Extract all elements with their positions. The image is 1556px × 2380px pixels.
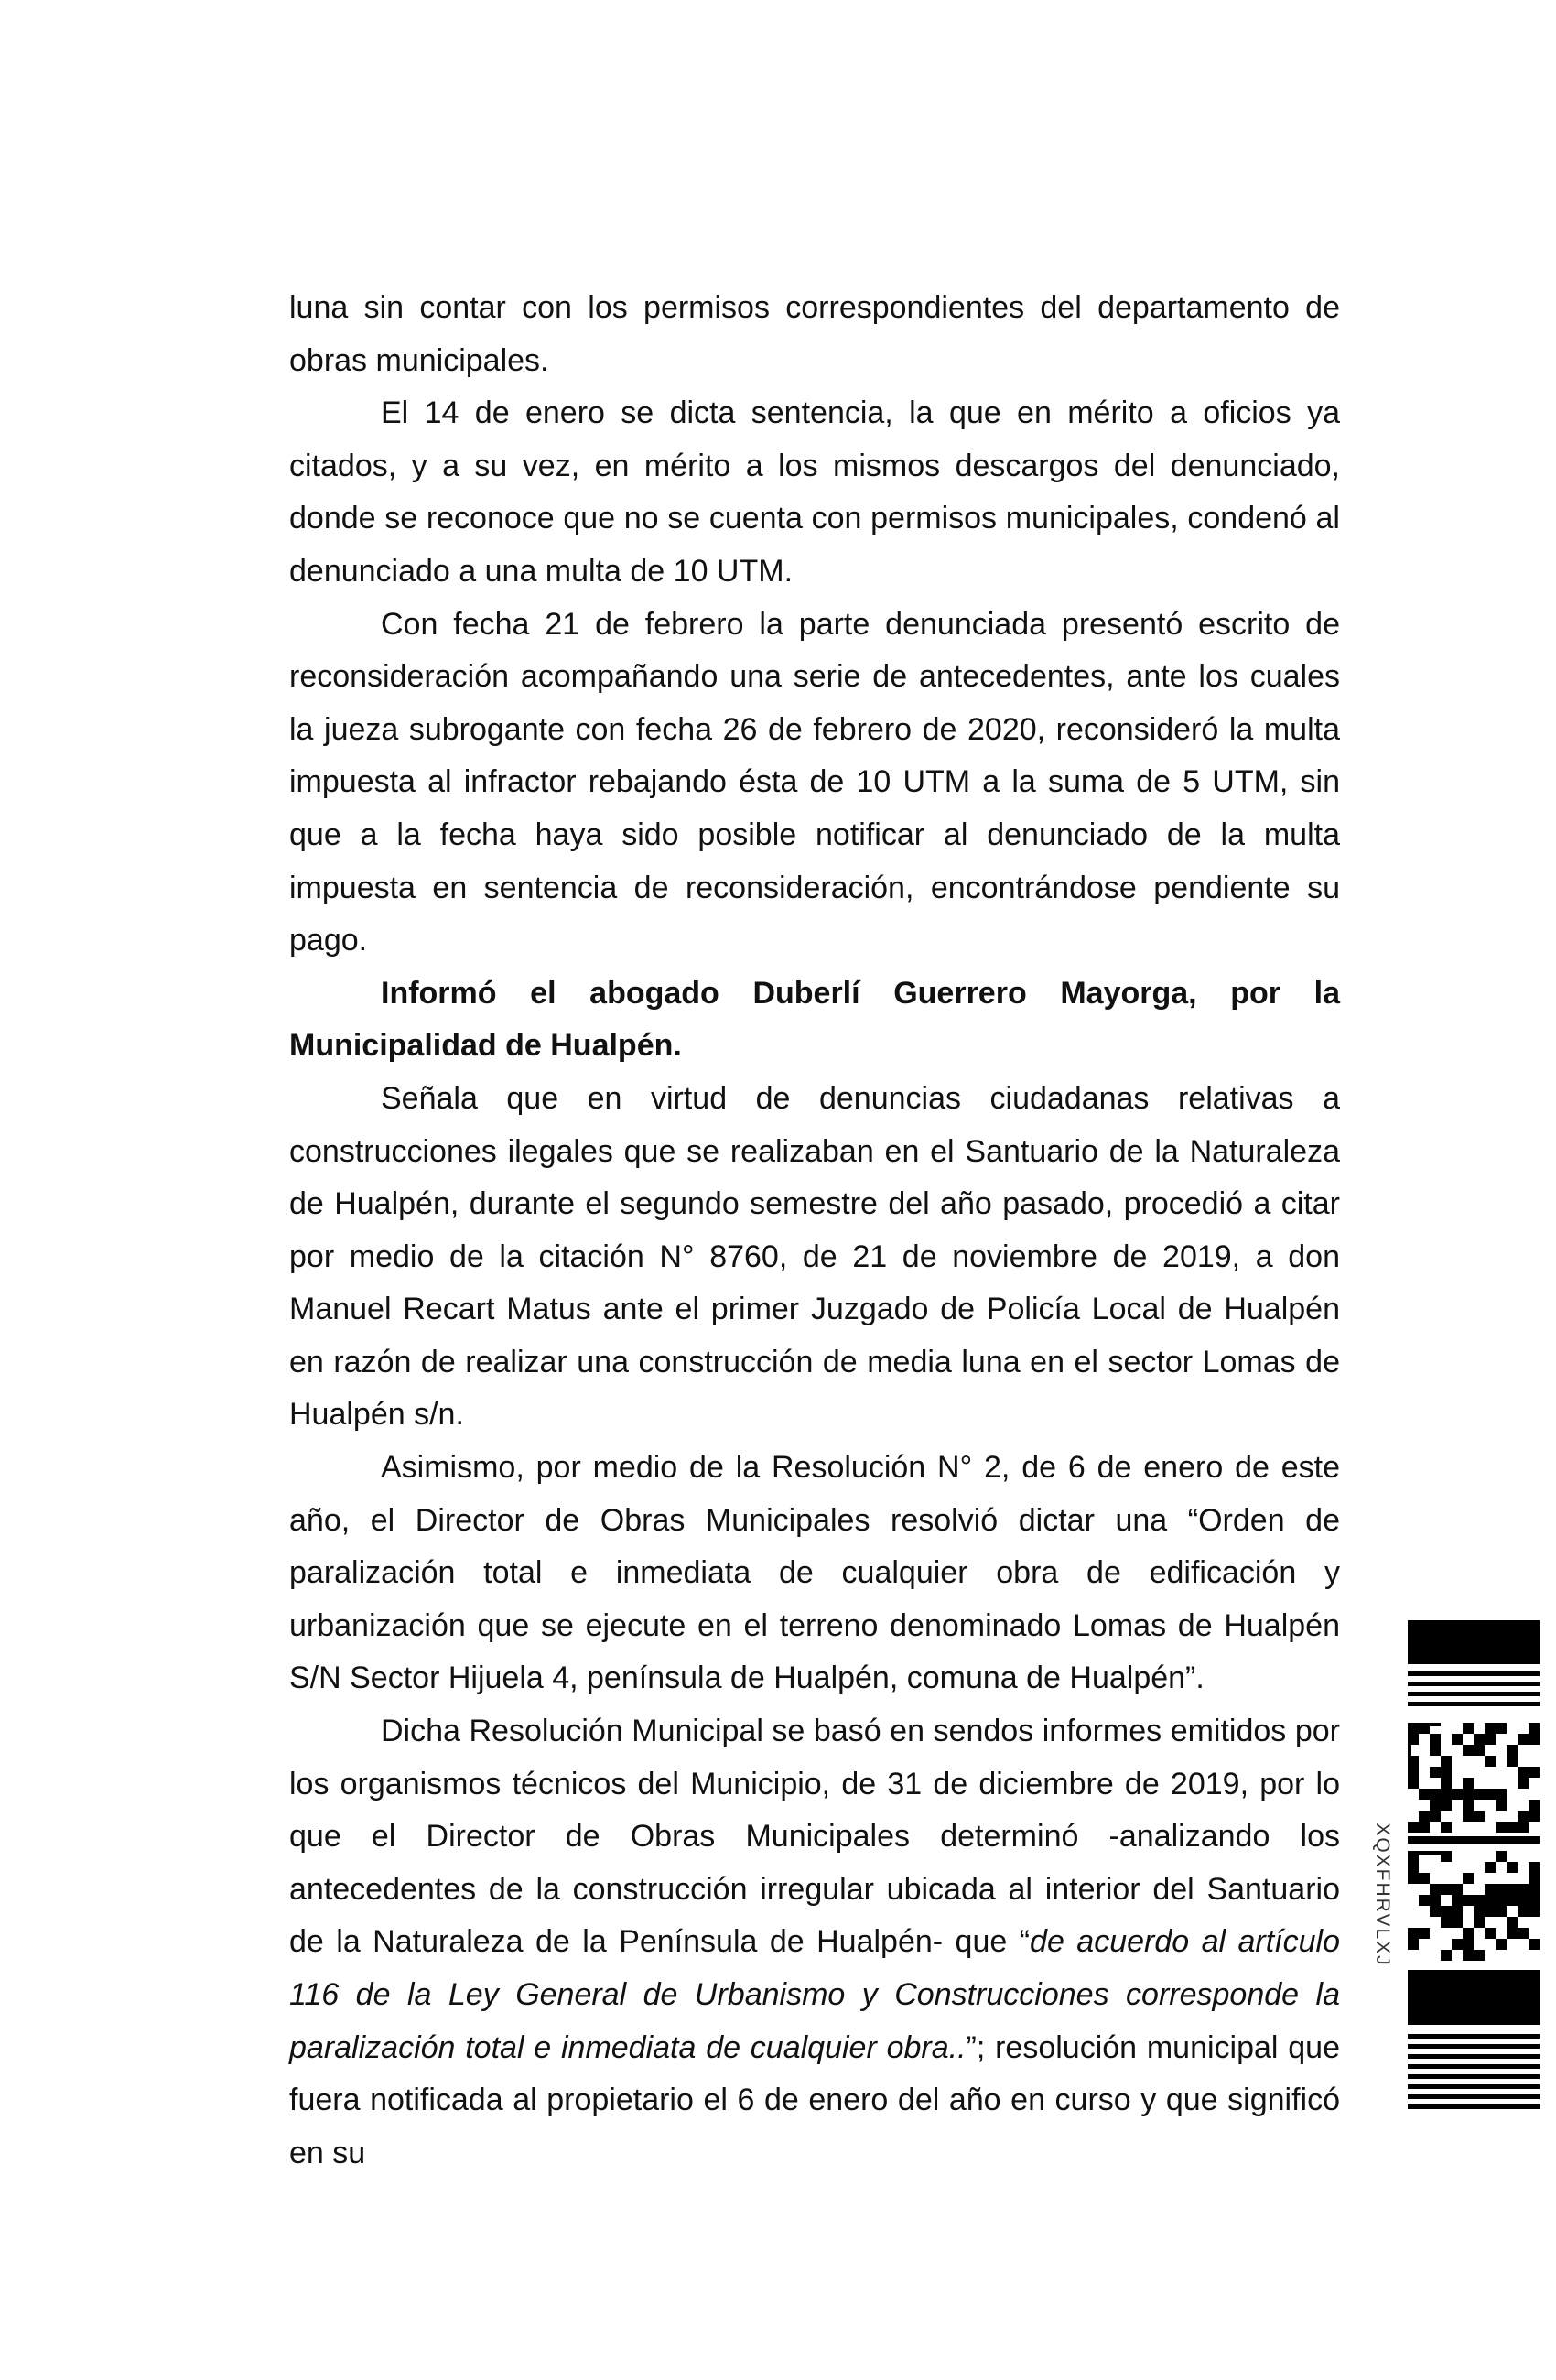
verification-code-label <box>1364 1803 1400 1986</box>
paragraph-2 <box>289 387 1340 598</box>
document-body <box>289 282 1340 2180</box>
verification-code-text: XQXFHRVLXJ <box>1372 1823 1393 1967</box>
paragraph-3-text: Con fecha 21 de febrero la parte denunciada presentó escrito de reconsideración acompañando una serie de antecedentes, ante los cuales la jueza subrogante con fecha 26 de febrero de 2020, reconsideró la multa impuesta al infractor rebajando ésta de 10 UTM a la suma de 5 UTM, sin que a la fecha haya sido posible notificar al denunciado de la multa impuesta en sentencia de reconsideración, encontrándose pendiente su pago. <box>289 606 1340 958</box>
paragraph-1 <box>289 282 1340 387</box>
paragraph-2-text: El 14 de enero se dicta sentencia, la que en mérito a oficios ya citados, y a su vez, en mérito a los mismos descargos del denunciado, donde se reconoce que no se cuenta con permisos municipales, condenó al denunciado a una multa de 10 UTM. <box>289 395 1340 589</box>
section-heading <box>289 968 1340 1073</box>
paragraph-6 <box>289 1442 1340 1705</box>
verification-barcode <box>1408 1620 1540 2127</box>
paragraph-7-text-b: ”; resolución municipal que fuera notificada al propietario el 6 de enero del año en curso y que significó en su <box>289 2029 1340 2170</box>
paragraph-6-text: Asimismo, por medio de la Resolución N° 2, de 6 de enero de este año, el Director de Obras Municipales resolvió dictar una “Orden de paralización total e inmediata de cualquier obra de edificación y urbanización que se ejecute en el terreno denominado Lomas de Hualpén S/N Sector Hijuela 4, península de Hualpén, comuna de Hualpén”. <box>289 1450 1340 1696</box>
paragraph-1-text: luna sin contar con los permisos correspondientes del departamento de obras municipales. <box>289 290 1340 378</box>
paragraph-7-text-a: Dicha Resolución Municipal se basó en sendos informes emitidos por los organismos técnicos del Municipio, de 31 de diciembre de 2019, por lo que el Director de Obras Municipales determinó -analizando los antecedentes de la construcción irregular ubicada al interior del Santuario de la Naturaleza de la Península de Hualpén- que “ <box>289 1714 1340 1960</box>
paragraph-5-text: Señala que en virtud de denuncias ciudadanas relativas a construcciones ilegales que se realizaban en el Santuario de la Naturaleza de Hualpén, durante el segundo semestre del año pasado, procedió a citar por medio de la citación N° 8760, de 21 de noviembre de 2019, a don Manuel Recart Matus ante el primer Juzgado de Policía Local de Hualpén en razón de realizar una construcción de media luna en el sector Lomas de Hualpén s/n. <box>289 1080 1340 1433</box>
paragraph-7 <box>289 1705 1340 2180</box>
paragraph-5 <box>289 1073 1340 1442</box>
paragraph-7-quote: de acuerdo al artículo 116 de la Ley General de Urbanismo y Construcciones corresponde la paralización total e inmediata de cualquier obra.. <box>289 1924 1341 2065</box>
section-heading-text: Informó el abogado Duberlí Guerrero Mayorga, por la Municipalidad de Hualpén. <box>289 975 1340 1064</box>
paragraph-3 <box>289 599 1340 968</box>
